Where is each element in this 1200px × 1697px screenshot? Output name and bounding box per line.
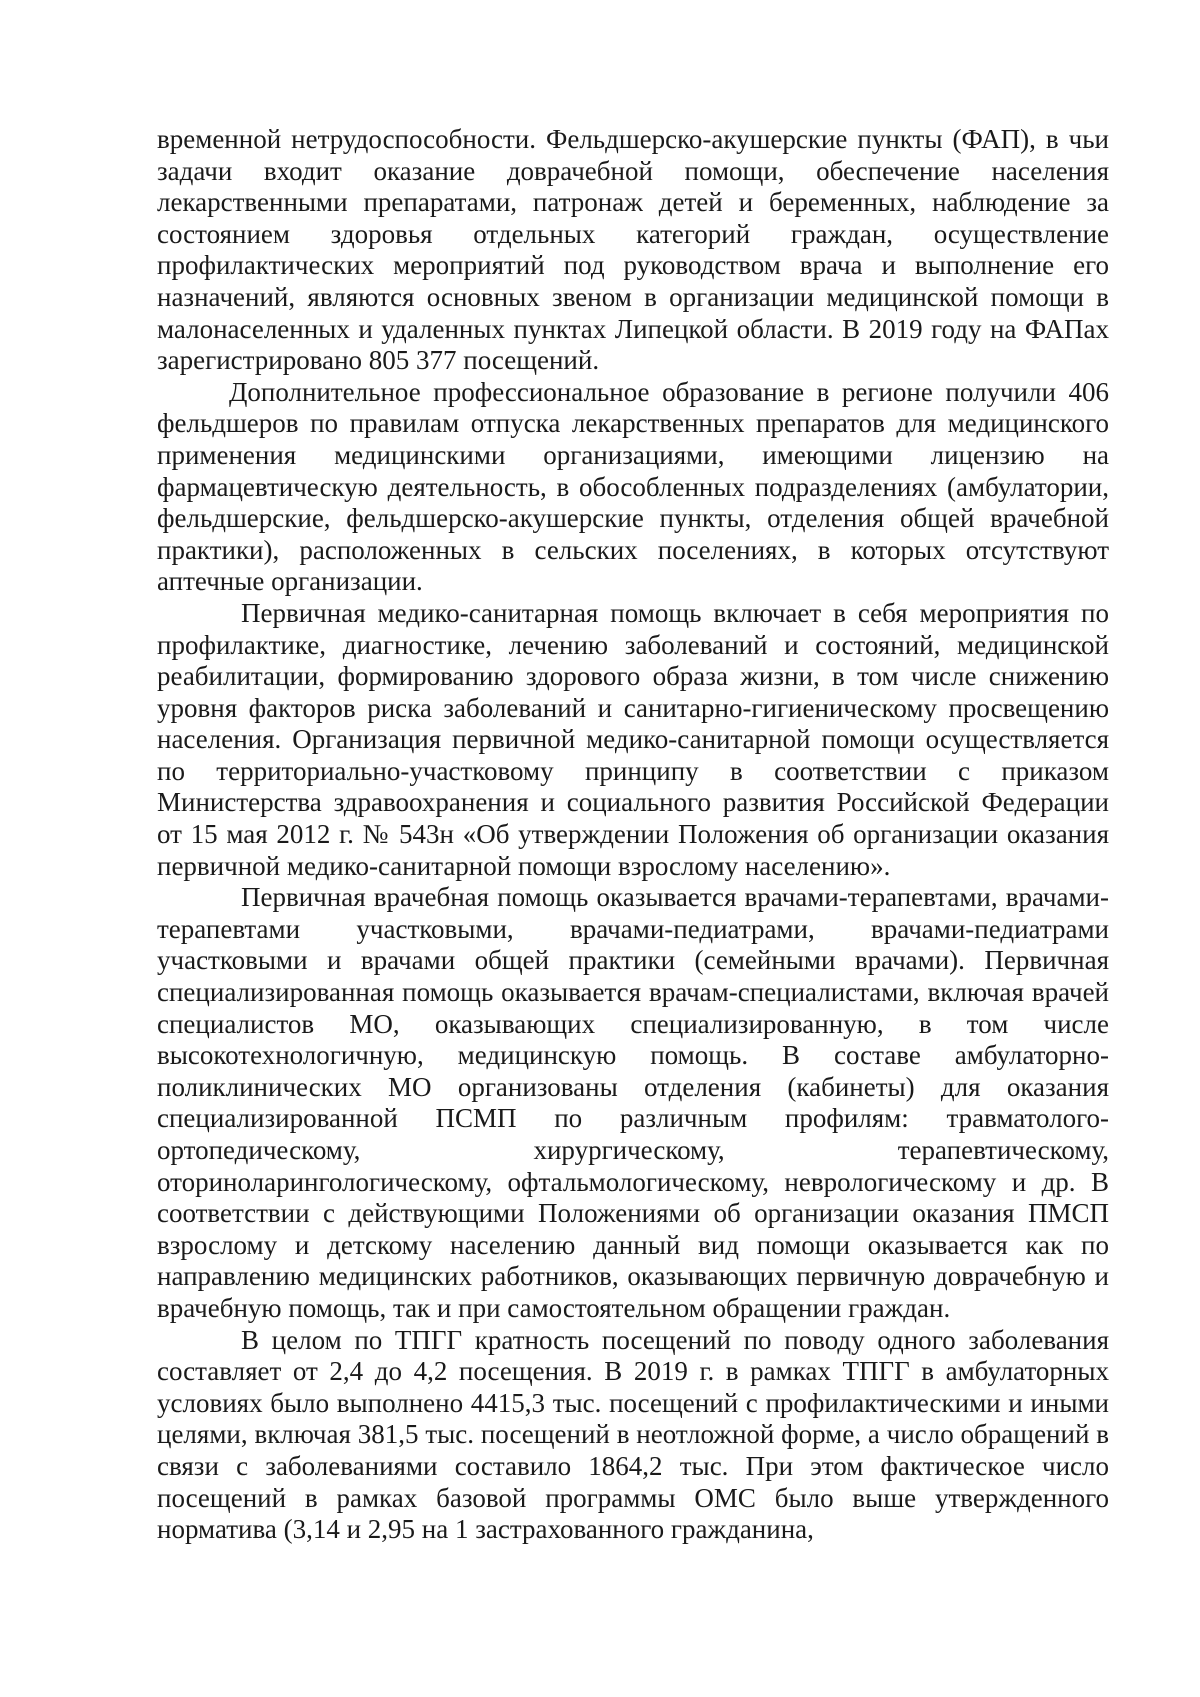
paragraph-visit-statistics: В целом по ТПГГ кратность посещений по поводу одного заболевания составляет от 2,4 до 4,2 посещения. В 2019 г. в рамках ТПГГ в амбулаторных условиях было выполнено 4415,3 тыс. посещений с профилактическими и иными целями, включая 381,5 тыс. посещений в неотложной форме, а число обращений в связи с заболеваниями составило 1864,2 тыс. При этом фактическое число посещений в рамках базовой программы ОМС было выше утвержденного норматива (3,14 и 2,95 на 1 застрахованного гражданина, [157,1324,1109,1545]
paragraph-primary-care: Первичная медико-санитарная помощь включает в себя мероприятия по профилактике, диагностике, лечению заболеваний и состояний, медицинской реабилитации, формированию здорового образа жизни, в том числе снижению уровня факторов риска заболеваний и санитарно-гигиеническому просвещению населения. Организация первичной медико-санитарной помощи осуществляется по территориально-участковому принципу в соответствии с приказом Министерства здравоохранения и социального развития Российской Федерации от 15 мая 2012 г. № 543н «Об утверждении Положения об организации оказания первичной медико-санитарной помощи взрослому населению». [157,597,1109,881]
document-body [157,124,1109,1546]
paragraph-fap: временной нетрудоспособности. Фельдшерско-акушерские пункты (ФАП), в чьи задачи входит оказание доврачебной помощи, обеспечение населения лекарственными препаратами, патронаж детей и беременных, наблюдение за состоянием здоровья отдельных категорий граждан, осуществление профилактических мероприятий под руководством врача и выполнение его назначений, являются основных звеном в организации медицинской помощи в малонаселенных и удаленных пунктах Липецкой области. В 2019 году на ФАПах зарегистрировано 805 377 посещений. [157,124,1109,376]
paragraph-physician-care: Первичная врачебная помощь оказывается врачами-терапевтами, врачами-терапевтами участковыми, врачами-педиатрами, врачами-педиатрами участковыми и врачами общей практики (семейными врачами). Первичная специализированная помощь оказывается врачам-специалистами, включая врачей специалистов МО, оказывающих специализированную, в том числе высокотехнологичную, медицинскую помощь. В составе амбулаторно-поликлинических МО организованы отделения (кабинеты) для оказания специализированной ПСМП по различным профилям: травматолого-ортопедическому, хирургическому, терапевтическому, оториноларингологическому, офтальмологическому, неврологическому и др. В соответствии с действующими Положениями об организации оказания ПМСП взрослому и детскому населению данный вид помощи оказывается как по направлению медицинских работников, оказывающих первичную доврачебную и врачебную помощь, так и при самостоятельном обращении граждан. [157,882,1109,1323]
paragraph-professional-education: Дополнительное профессиональное образование в регионе получили 406 фельдшеров по правилам отпуска лекарственных препаратов для медицинского применения медицинскими организациями, имеющими лицензию на фармацевтическую деятельность, в обособленных подразделениях (амбулатории, фельдшерские, фельдшерско-акушерские пункты, отделения общей врачебной практики), расположенных в сельских поселениях, в которых отсутствуют аптечные организации. [157,376,1109,597]
